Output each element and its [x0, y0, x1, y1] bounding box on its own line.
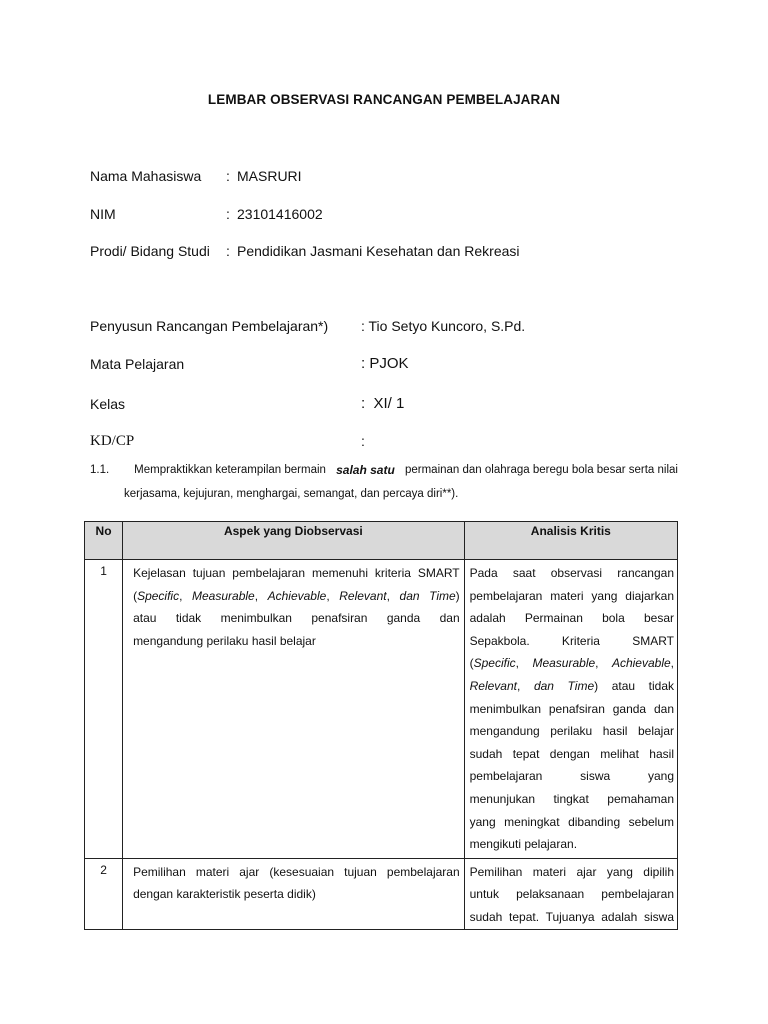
header-no: No — [85, 522, 123, 560]
table-row — [85, 560, 678, 859]
student-name-separator: : — [226, 168, 230, 184]
row-2-analisis-line: Pemilihan materi ajar yang dipilih — [469, 864, 674, 879]
row-2-analisis-line: untuk pelaksanaan pembelajaran — [469, 887, 674, 902]
student-nim-value: 23101416002 — [237, 206, 323, 222]
kd-text-b: permainan dan olahraga beregu bola besar serta nilai — [404, 464, 678, 476]
student-prodi-separator: : — [226, 243, 230, 259]
row-1-analisis-line: pembelajaran siswa yang — [469, 769, 674, 784]
row-1-analisis-line: menunjukan tingkat pemahaman — [469, 791, 674, 806]
header-analisis: Analisis Kritis — [464, 522, 677, 560]
kd-line-1 — [90, 458, 678, 482]
plan-class-value: : XI/ 1 — [361, 395, 405, 412]
student-nim-label: NIM — [90, 206, 116, 222]
document-title: LEMBAR OBSERVASI RANCANGAN PEMBELAJARAN — [207, 92, 561, 107]
row-1-analisis-line: Pada saat observasi rancangan — [469, 566, 674, 580]
row-1-analisis-line: (Specific, Measurable, Achievable, — [469, 656, 675, 671]
row-1-analisis-line: Relevant, dan Time) atau tidak — [469, 678, 675, 693]
row-1-analisis-line: pembelajaran materi yang diajarkan — [469, 588, 674, 603]
student-name-value: MASRURI — [237, 168, 302, 184]
plan-author-label: Penyusun Rancangan Pembelajaran*) — [90, 318, 329, 334]
row-1-aspek-line: Kejelasan tujuan pembelajaran memenuhi kriteria SMART — [133, 566, 460, 580]
row-1-analisis-line: adalah Permainan bola besar — [469, 611, 674, 626]
kd-text-a: Mempraktikkan keterampilan bermain — [134, 464, 326, 476]
kd-line-2: kerjasama, kejujuran, menghargai, semangat, dan percaya diri**). — [124, 488, 459, 500]
student-prodi-label: Prodi/ Bidang Studi — [90, 243, 210, 259]
row-1-analisis-line: yang meningkat dibanding sebelum — [469, 814, 674, 829]
student-prodi-value: Pendidikan Jasmani Kesehatan dan Rekreasi — [237, 243, 520, 259]
plan-subject-label: Mata Pelajaran — [90, 356, 185, 372]
row-2-analisis-content — [470, 861, 674, 927]
kd-number: 1.1. — [90, 464, 110, 476]
row-1-analisis-line: menimbulkan penafsiran ganda dan — [469, 701, 674, 716]
kd-emphasis: salah satu — [336, 463, 395, 477]
table-row — [85, 858, 678, 929]
row-2-aspek — [123, 858, 465, 929]
row-1-analisis-line: sudah tepat dengan melihat hasil — [469, 746, 674, 761]
row-1-no: 1 — [85, 560, 123, 859]
student-name-label: Nama Mahasiswa — [90, 168, 202, 184]
row-1-aspek-line: mengandung perilaku hasil belajar — [133, 633, 316, 648]
row-1-analisis-line: mengandung perilaku hasil belajar — [469, 724, 674, 739]
row-2-no: 2 — [85, 858, 123, 929]
row-1-analisis — [464, 560, 677, 859]
student-nim-separator: : — [226, 206, 230, 222]
plan-author-value: : Tio Setyo Kuncoro, S.Pd. — [361, 318, 526, 334]
observation-table — [84, 521, 678, 930]
kdcp-separator: : — [361, 433, 365, 449]
plan-class-label: Kelas — [90, 396, 126, 412]
row-1-aspek — [123, 560, 465, 859]
header-aspek: Aspek yang Diobservasi — [123, 522, 465, 560]
row-1-aspek-line: (Specific, Measurable, Achievable, Relevant, dan Time) — [133, 588, 460, 603]
row-2-analisis — [464, 858, 677, 929]
row-1-aspek-line: atau tidak menimbulkan penafsiran ganda dan — [133, 611, 460, 626]
plan-subject-value: : PJOK — [361, 355, 409, 372]
row-2-aspek-content — [133, 861, 460, 915]
kdcp-label: KD/CP — [90, 433, 135, 449]
kd-statement — [90, 458, 678, 506]
row-1-analisis-line: Sepakbola. Kriteria SMART — [469, 633, 674, 648]
row-1-analisis-line: mengikuti pelajaran. — [469, 837, 578, 852]
table-header-row — [85, 522, 678, 560]
row-2-aspek-line: Pemilihan materi ajar (kesesuaian tujuan pembelajaran — [133, 864, 460, 879]
row-2-aspek-line: dengan karakteristik peserta didik) — [133, 887, 316, 902]
row-2-analisis-line: sudah tepat. Tujuanya adalah siswa — [469, 909, 674, 924]
